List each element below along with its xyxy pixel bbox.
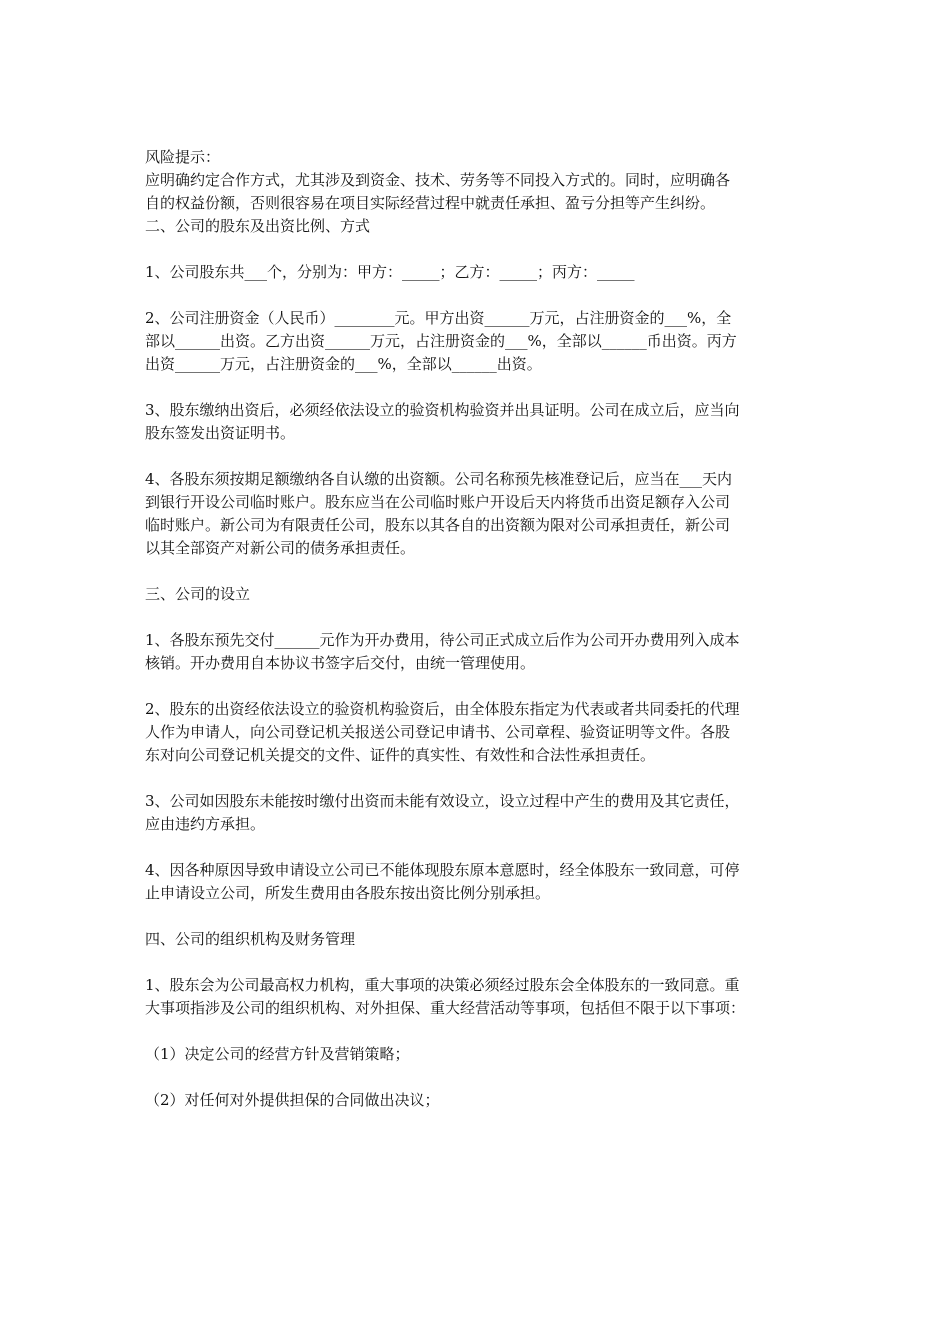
- paragraph-line: 到银行开设公司临时账户。股东应当在公司临时账户开设后天内将货币出资足额存入公司: [145, 493, 731, 511]
- section-3-heading: 三、公司的设立: [145, 585, 251, 603]
- spacer: [145, 238, 809, 261]
- paragraph-line: 2、股东的出资经依法设立的验资机构验资后，由全体股东指定为代表或者共同委托的代理: [145, 700, 740, 718]
- spacer: [145, 905, 809, 928]
- section-3-paragraph-1: [145, 629, 809, 675]
- paragraph-line: 人作为申请人，向公司登记机关报送公司登记申请书、公司章程、验资证明等文件。各股: [145, 723, 731, 741]
- spacer: [145, 560, 809, 583]
- risk-notice: [145, 146, 809, 215]
- section-3-paragraph-2: [145, 698, 809, 767]
- spacer: [145, 606, 809, 629]
- section-2-paragraph-2: [145, 307, 809, 376]
- paragraph-line: 临时账户。新公司为有限责任公司，股东以其各自的出资额为限对公司承担责任，新公司: [145, 516, 731, 534]
- spacer: [145, 445, 809, 468]
- spacer: [145, 1020, 809, 1043]
- risk-title: 风险提示：: [145, 148, 221, 166]
- paragraph-line: 止申请设立公司，所发生费用由各股东按出资比例分别承担。: [145, 884, 551, 902]
- spacer: [145, 284, 809, 307]
- document-page: [145, 146, 809, 1112]
- paragraph-line: 4、因各种原因导致申请设立公司已不能体现股东原本意愿时，经全体股东一致同意，可停: [145, 861, 740, 879]
- paragraph-line: 应由违约方承担。: [145, 815, 266, 833]
- section-4-heading: 四、公司的组织机构及财务管理: [145, 930, 356, 948]
- paragraph-line: 2、公司注册资金（人民币）________元。甲方出资______万元，占注册资金的___%，全: [145, 309, 732, 327]
- section-4-paragraph-1: [145, 974, 809, 1020]
- paragraph-line: 1、股东会为公司最高权力机构，重大事项的决策必须经过股东会全体股东的一致同意。重: [145, 976, 740, 994]
- section-2-paragraph-3: [145, 399, 809, 445]
- paragraph-line: 3、公司如因股东未能按时缴付出资而未能有效设立，设立过程中产生的费用及其它责任，: [145, 792, 740, 810]
- paragraph-line: 3、股东缴纳出资后，必须经依法设立的验资机构验资并出具证明。公司在成立后，应当向: [145, 401, 740, 419]
- section-2-heading: 二、公司的股东及出资比例、方式: [145, 217, 371, 235]
- spacer: [145, 675, 809, 698]
- paragraph-line: 核销。开办费用自本协议书签字后交付，由统一管理使用。: [145, 654, 536, 672]
- section-2-paragraph-1: [145, 261, 809, 284]
- section-3-paragraph-3: [145, 790, 809, 836]
- spacer: [145, 767, 809, 790]
- risk-text-line-1: 应明确约定合作方式，尤其涉及到资金、技术、劳务等不同投入方式的。同时，应明确各: [145, 171, 731, 189]
- paragraph-line: 大事项指涉及公司的组织机构、对外担保、重大经营活动等事项，包括但不限于以下事项：: [145, 999, 746, 1017]
- paragraph-line: 股东签发出资证明书。: [145, 424, 296, 442]
- spacer: [145, 836, 809, 859]
- section-2-paragraph-4: [145, 468, 809, 560]
- list-item: （1）决定公司的经营方针及营销策略；: [145, 1045, 410, 1063]
- paragraph-line: 部以______出资。乙方出资______万元，占注册资金的___%，全部以______币出资。丙方: [145, 332, 737, 350]
- section-3-paragraph-4: [145, 859, 809, 905]
- paragraph-line: 以其全部资产对新公司的债务承担责任。: [145, 539, 416, 557]
- spacer: [145, 376, 809, 399]
- risk-text-line-2: 自的权益份额，否则很容易在项目实际经营过程中就责任承担、盈亏分担等产生纠纷。: [145, 194, 716, 212]
- spacer: [145, 951, 809, 974]
- paragraph-line: 1、公司股东共___个，分别为：甲方：_____；乙方：_____；丙方：_____: [145, 263, 635, 281]
- paragraph-line: 1、各股东预先交付______元作为开办费用，待公司正式成立后作为公司开办费用列入成本: [145, 631, 740, 649]
- paragraph-line: 出资______万元，占注册资金的___%，全部以______出资。: [145, 355, 542, 373]
- list-item: （2）对任何对外提供担保的合同做出决议；: [145, 1091, 440, 1109]
- spacer: [145, 1066, 809, 1089]
- paragraph-line: 东对向公司登记机关提交的文件、证件的真实性、有效性和合法性承担责任。: [145, 746, 656, 764]
- paragraph-line: 4、各股东须按期足额缴纳各自认缴的出资额。公司名称预先核准登记后，应当在___天内: [145, 470, 733, 488]
